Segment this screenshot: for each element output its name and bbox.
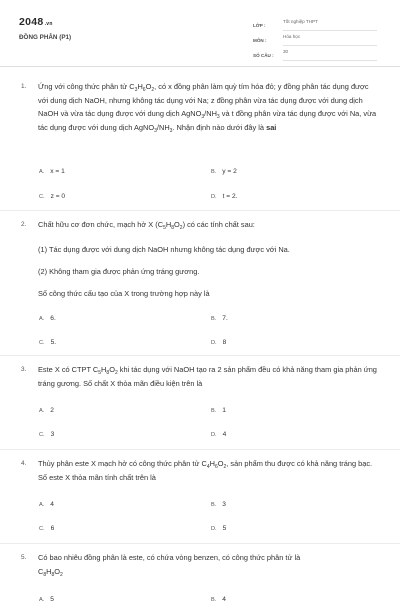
question-statement-2: (2) Không tham gia được phản ứng tráng gương. xyxy=(38,267,200,276)
question-number: 1. xyxy=(21,83,27,90)
page-title: ĐỒNG PHÂN (P1) xyxy=(19,34,72,41)
option-text: 8 xyxy=(222,339,227,346)
option-a[interactable] xyxy=(39,168,65,175)
meta-label: LỚP : xyxy=(253,23,266,28)
option-a[interactable] xyxy=(39,315,56,322)
option-label: A. xyxy=(39,502,45,508)
option-text: 5 xyxy=(50,596,54,603)
option-text: 3 xyxy=(222,501,226,508)
question-number: 5. xyxy=(21,554,27,561)
option-label: C. xyxy=(39,432,45,438)
question-text: Có bao nhiêu đồng phân là este, có chứa vòng benzen, có công thức phân tử là $C_8H_8O_2$ xyxy=(38,553,301,578)
option-label: D. xyxy=(211,194,217,200)
option-label: A. xyxy=(39,316,45,322)
question-prompt: Số công thức cấu tạo của X trong trường hợp này là xyxy=(38,289,210,298)
option-label: C. xyxy=(39,526,45,532)
option-label: B. xyxy=(211,408,217,414)
option-label: B. xyxy=(211,597,217,603)
option-a[interactable] xyxy=(39,407,54,414)
meta-label: MÔN : xyxy=(253,38,267,43)
option-d[interactable] xyxy=(211,193,237,200)
meta-value: 30 xyxy=(283,49,377,61)
option-text: 4 xyxy=(50,501,54,508)
option-text: 2 xyxy=(50,407,54,414)
option-text: 5 xyxy=(222,525,227,532)
option-c[interactable] xyxy=(39,525,54,532)
option-text: 1 xyxy=(222,407,226,414)
option-label: A. xyxy=(39,408,45,414)
question-text: Ứng với công thức phân tử $C_3H_6O_2$, có x đồng phân làm quỳ tím hóa đỏ; y đồng phân tác dụng được với dung dịch NaOH, nhưng không tác dụng với Na; z đồng phân vừa tác dụng được với dung dịch NaOH và vừa tác dụng được với dung dịch $AgNO_3/NH_3$ và t đồng phân vừa tác dụng được với Na, vừa tác dụng được với dung dịch $AgNO_3/NH_3$. Nhận định nào dưới đây là sai xyxy=(38,82,377,134)
option-text: z = 0 xyxy=(50,193,66,200)
option-label: D. xyxy=(211,432,217,438)
meta-value: Hóa học xyxy=(283,34,377,46)
meta-row-class xyxy=(253,16,377,31)
option-label: D. xyxy=(211,526,217,532)
question-text: Chất hữu cơ đơn chức, mạch hở X $(C_5H_8O_2)$ có các tính chất sau: xyxy=(38,220,255,231)
option-text: x = 1 xyxy=(50,168,65,175)
option-text: 3 xyxy=(50,431,55,438)
question-divider xyxy=(0,210,400,211)
option-label: A. xyxy=(39,169,45,175)
header-divider xyxy=(0,66,400,67)
logo-suffix: .vn xyxy=(44,21,53,27)
question-number: 2. xyxy=(21,221,27,228)
option-text: t = 2. xyxy=(222,193,238,200)
option-text: 5. xyxy=(50,339,57,346)
option-text: 4 xyxy=(222,596,226,603)
option-label: B. xyxy=(211,169,217,175)
option-b[interactable] xyxy=(211,407,226,414)
option-text: 6. xyxy=(50,315,56,322)
meta-row-subject xyxy=(253,31,377,46)
option-label: B. xyxy=(211,316,217,322)
option-label: A. xyxy=(39,597,45,603)
option-text: y = 2 xyxy=(222,168,237,175)
option-c[interactable] xyxy=(39,193,65,200)
question-divider xyxy=(0,355,400,356)
option-c[interactable] xyxy=(39,431,54,438)
question-number: 4. xyxy=(21,460,27,467)
option-label: C. xyxy=(39,194,45,200)
question-statement-1: (1) Tác dụng được với dung dịch NaOH nhưng không tác dụng được với Na. xyxy=(38,245,290,254)
option-b[interactable] xyxy=(211,168,237,175)
option-text: 7. xyxy=(222,315,228,322)
question-text: Thủy phân este X mạch hở có công thức phân tử $C_4H_6O_2$, sản phẩm thu được có khả năng tráng bạc. Số este X thỏa mãn tính chất trên là xyxy=(38,459,373,482)
question-text: Este X có CTPT $C_5H_8O_2$ khi tác dụng với NaOH tạo ra 2 sản phẩm đều có khả năng tham gia phản ứng tráng gương. Số chất X thỏa mãn điều kiện trên là xyxy=(38,365,377,388)
logo-text: 2048 xyxy=(19,16,44,28)
header xyxy=(0,0,400,68)
site-logo[interactable] xyxy=(19,16,53,28)
option-text: 6 xyxy=(50,525,55,532)
option-a[interactable] xyxy=(39,501,54,508)
question-divider xyxy=(0,543,400,544)
meta-value: Tốt nghiệp THPT xyxy=(283,19,377,31)
question-number: 3. xyxy=(21,366,27,373)
exam-meta xyxy=(253,16,377,61)
meta-label: SỐ CÂU : xyxy=(253,53,274,58)
meta-row-count xyxy=(253,46,377,61)
option-d[interactable] xyxy=(211,431,226,438)
option-b[interactable] xyxy=(211,501,226,508)
option-d[interactable] xyxy=(211,525,226,532)
option-text: 4 xyxy=(222,431,227,438)
option-label: D. xyxy=(211,340,217,346)
question-divider xyxy=(0,449,400,450)
option-b[interactable] xyxy=(211,315,228,322)
option-label: C. xyxy=(39,340,45,346)
option-d[interactable] xyxy=(211,339,226,346)
option-label: B. xyxy=(211,502,217,508)
option-c[interactable] xyxy=(39,339,56,346)
